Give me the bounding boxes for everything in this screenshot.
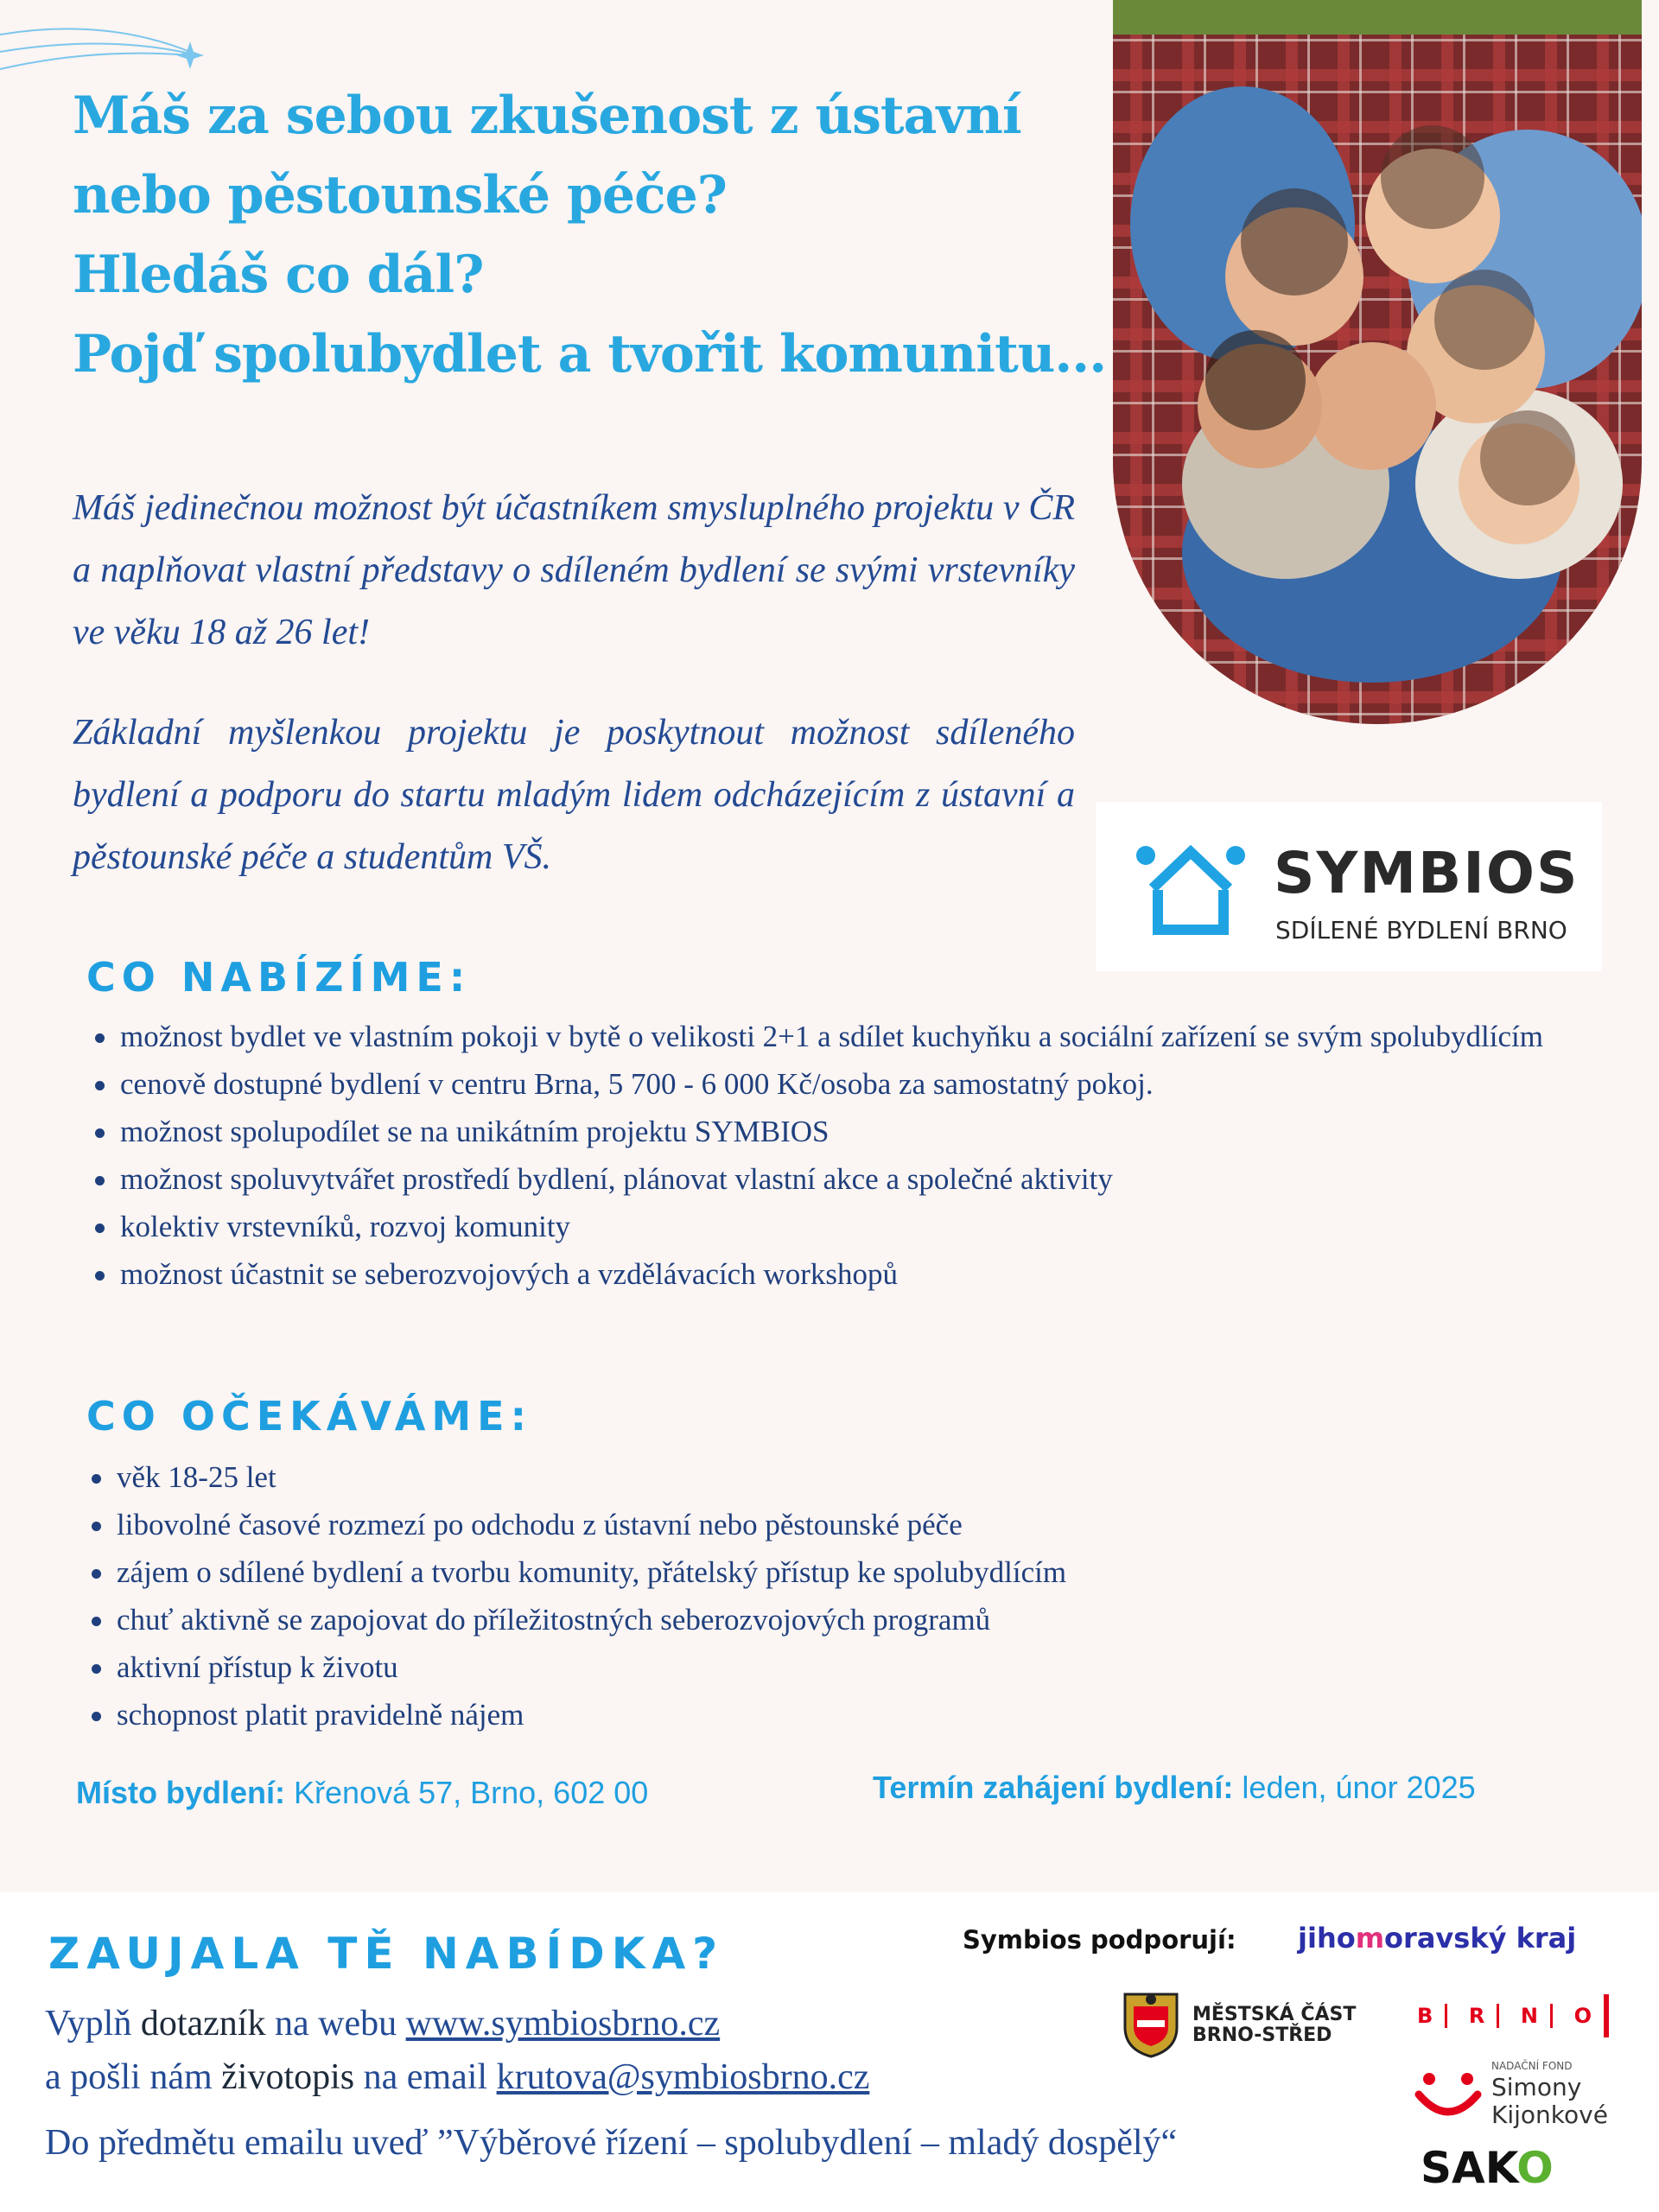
cta-line-3: Do předmětu emailu uveď ”Výběrové řízení – spolubydlení – mladý dospělý“ — [45, 2123, 1178, 2163]
list-item: kolektiv vrstevníků, rozvoj komunity — [90, 1203, 1593, 1250]
headline-line-4: Pojď spolubydlet a tvořit komunitu... — [73, 324, 1107, 385]
brno-letter: N — [1509, 2004, 1553, 2028]
cta-text: na webu — [274, 2004, 406, 2044]
cta-text: na email — [354, 2057, 497, 2097]
brno-letter: B — [1414, 2004, 1447, 2028]
fund-logo — [1412, 2060, 1608, 2129]
place-label: Místo bydlení: — [76, 1775, 285, 1810]
start-info — [873, 1770, 1476, 1806]
list-item: možnost bydlet ve vlastním pokoji v bytě o velikosti 2+1 a sdílet kuchyňku a sociální zařízení se svým spolubydlícím — [90, 1013, 1593, 1060]
jmk-logo — [1298, 1922, 1576, 1955]
offer-title: CO NABÍZÍME: — [86, 954, 472, 1001]
start-value: leden, únor 2025 — [1233, 1770, 1476, 1805]
jmk-text: jiho — [1298, 1922, 1356, 1955]
list-item: věk 18-25 let — [86, 1453, 1590, 1501]
start-label: Termín zahájení bydlení: — [873, 1770, 1234, 1805]
mc-line-2: BRNO-STŘED — [1192, 2024, 1332, 2046]
sako-logo — [1421, 2143, 1554, 2193]
headline-line-3: Hledáš co dál? — [73, 245, 484, 305]
fund-line-1: Simony — [1491, 2073, 1582, 2101]
jmk-text: oravský kraj — [1384, 1922, 1577, 1955]
logo-tagline: SDÍLENÉ BYDLENÍ BRNO — [1275, 916, 1567, 944]
brno-letter: O — [1573, 2004, 1592, 2028]
logo-name: SYMBIOS — [1274, 840, 1580, 906]
list-item: možnost spolupodílet se na unikátním projektu SYMBIOS — [90, 1108, 1593, 1155]
expect-title: CO OČEKÁVÁME: — [86, 1393, 532, 1440]
supporters-label: Symbios podporují: — [963, 1925, 1236, 1955]
jmk-text: m — [1355, 1922, 1385, 1955]
cta-text: životopis — [221, 2057, 355, 2097]
cta-text: Vyplň — [45, 2004, 132, 2044]
list-item: cenově dostupné bydlení v centru Brna, 5 700 - 6 000 Kč/osoba za samostatný pokoj. — [90, 1060, 1593, 1108]
coat-of-arms-icon — [1120, 1987, 1182, 2058]
list-item: schopnost platit pravidelně nájem — [86, 1691, 1590, 1738]
list-item: libovolné časové rozmezí po odchodu z ústavní nebo pěstounské péče — [86, 1501, 1590, 1548]
mc-line-1: MĚSTSKÁ ČÁST — [1192, 2004, 1357, 2025]
cta-line-2 — [45, 2056, 869, 2098]
brno-logo — [1414, 1994, 1609, 2037]
group-photo — [1113, 0, 1642, 724]
expect-list — [86, 1453, 1590, 1738]
place-value: Křenová 57, Brno, 602 00 — [285, 1775, 649, 1810]
fund-small: NADAČNÍ FOND — [1491, 2060, 1573, 2072]
headline-line-2: nebo pěstounské péče? — [73, 165, 727, 226]
cta-title: ZAUJALA TĚ NABÍDKA? — [48, 1929, 725, 1979]
sako-text: O — [1516, 2143, 1554, 2193]
place-info — [76, 1775, 648, 1811]
brno-letter: R — [1457, 2004, 1499, 2028]
headline — [73, 76, 1127, 394]
intro-paragraph-1: Máš jedinečnou možnost být účastníkem smysluplného projektu v ČR a naplňovat vlastní představy o sdíleném bydlení se svými vrstevníky ve věku 18 až 26 let! — [73, 488, 1075, 652]
fund-line-2: Kijonkové — [1491, 2101, 1608, 2129]
cta-text: dotazník — [131, 2004, 275, 2044]
email-link[interactable]: krutova@symbiosbrno.cz — [496, 2057, 870, 2097]
list-item: chuť aktivně se zapojovat do příležitostných seberozvojových programů — [86, 1596, 1590, 1643]
smile-icon — [1412, 2063, 1484, 2124]
list-item: možnost účastnit se seberozvojových a vzdělávacích workshopů — [90, 1250, 1593, 1298]
sparkle-icon — [176, 41, 204, 69]
sako-text: SAK — [1421, 2143, 1517, 2193]
list-item: aktivní přístup k životu — [86, 1643, 1590, 1691]
cta-line-1 — [45, 2003, 720, 2044]
brno-stred-logo — [1120, 1987, 1357, 2063]
list-item: zájem o sdílené bydlení a tvorbu komunity, přátelský přístup ke spolubydlícím — [86, 1548, 1590, 1596]
offer-list — [90, 1013, 1593, 1298]
symbios-logo — [1096, 802, 1602, 971]
list-item: možnost spoluvytvářet prostředí bydlení, plánovat vlastní akce a společné aktivity — [90, 1155, 1593, 1203]
website-link[interactable]: www.symbiosbrno.cz — [405, 2004, 721, 2044]
house-with-people-icon — [1134, 836, 1248, 938]
cta-text: a pošli nám — [45, 2057, 222, 2097]
group-of-smiling-young-people-photo — [1113, 0, 1642, 724]
intro-paragraph-2: Základní myšlenkou projektu je poskytnout možnost sdíleného bydlení a podporu do startu mladým lidem odcházejícím z ústavní a pěstounské péče a studentům VŠ. — [73, 713, 1075, 877]
headline-line-1: Máš za sebou zkušenost z ústavní — [73, 86, 1021, 146]
